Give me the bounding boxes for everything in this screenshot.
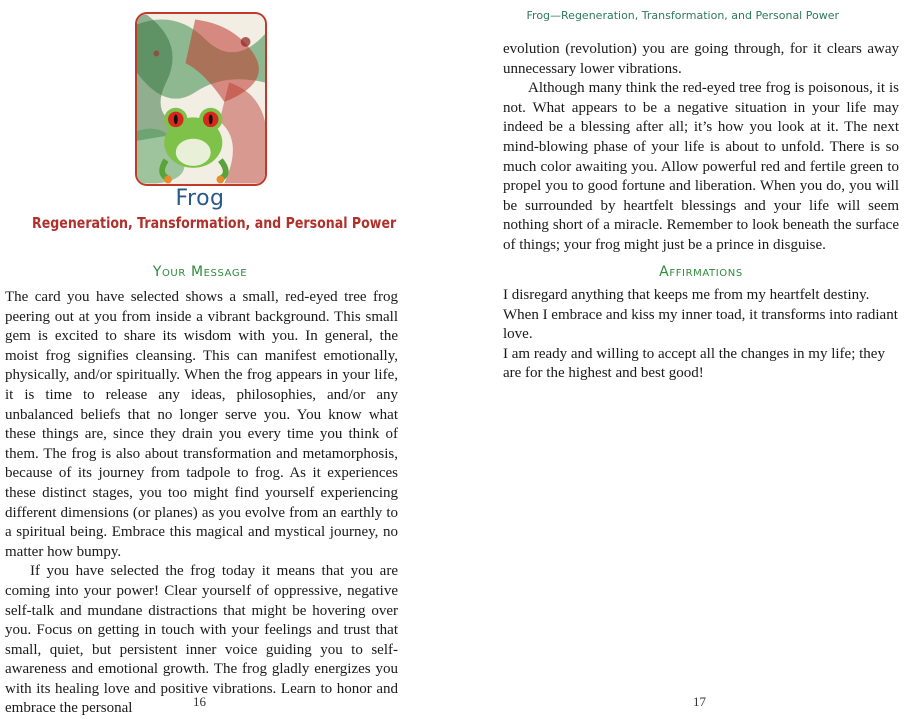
affirmations-list (503, 286, 899, 384)
paragraph: Although many think the red-eyed tree frog is poisonous, it is not. What appears to be a negative situation in your life may indeed be a blessing after all; it’s how you look at it. The next mind-blowing phase of your life is about to unfold. There is so much color awaiting you. Allow powerful red and fertile green to propel you to good fortune and liberation. When you do, you will be surrounded by heartfelt blessings and your life will seem nothing short of a miracle. Remember to look beneath the surface of things; your frog might just be a prince in disguise. (503, 80, 899, 253)
running-head: Frog—Regeneration, Transformation, and Personal Power (526, 9, 839, 22)
page-number: 16 (193, 694, 206, 709)
section-heading-your-message: Your Message (152, 264, 248, 280)
frog-card-image (135, 12, 267, 186)
card-title: Frog (175, 186, 225, 211)
paragraph: evolution (revolution) you are going through, for it clears away unnecessary lower vibrations. (503, 41, 899, 77)
paragraph: The card you have selected shows a small, red-eyed tree frog peering out at you from inside a vibrant background. This small gem is excited to share its wisdom with you. In general, the moist frog signifies cleansing. This can manifest emotionally, physically, and/or spiritually. When the frog appears in your life, it is time to release any ideas, philosophies, and/or any unbalanced beliefs that no longer serve you. You know what these things are, since they drain you every time you think of them. The frog is also about transformation and metamorphosis, because of its journey from tadpole to frog. As it experiences these distinct stages, you too might find yourself experiencing different dimensions (or planes) as you evolve from an earthly to a spiritual being. Embrace this magical and mystical journey, no matter how bumpy. (5, 289, 398, 560)
page-number: 17 (693, 694, 706, 709)
section-heading-affirmations: Affirmations (659, 264, 743, 280)
affirmation-item: I disregard anything that keeps me from my heartfelt destiny. (503, 287, 870, 303)
right-page (453, 0, 906, 711)
red-eyed-tree-frog-card-icon (137, 14, 265, 184)
card-subtitle: Regeneration, Transformation, and Personal Power (32, 214, 397, 232)
affirmation-item: When I embrace and kiss my inner toad, it transforms into radiant love. (503, 306, 898, 343)
affirmation-item: I am ready and willing to accept all the changes in my life; they are for the highest and best good! (503, 345, 885, 382)
paragraph: If you have selected the frog today it means that you are coming into your power! Clear yourself of oppressive, negative self-talk and mundane distractions that might be hovering over you. Focus on getting in touch with your feelings and trust that small, quiet, but persistent inner voice guiding you to self-awareness and emotional growth. The frog gladly energizes you with its healing love and positive vibrations. Learn to honor and embrace the personal (5, 563, 398, 717)
right-body-text (503, 40, 899, 256)
left-page (0, 0, 453, 717)
left-body-text (5, 288, 398, 719)
